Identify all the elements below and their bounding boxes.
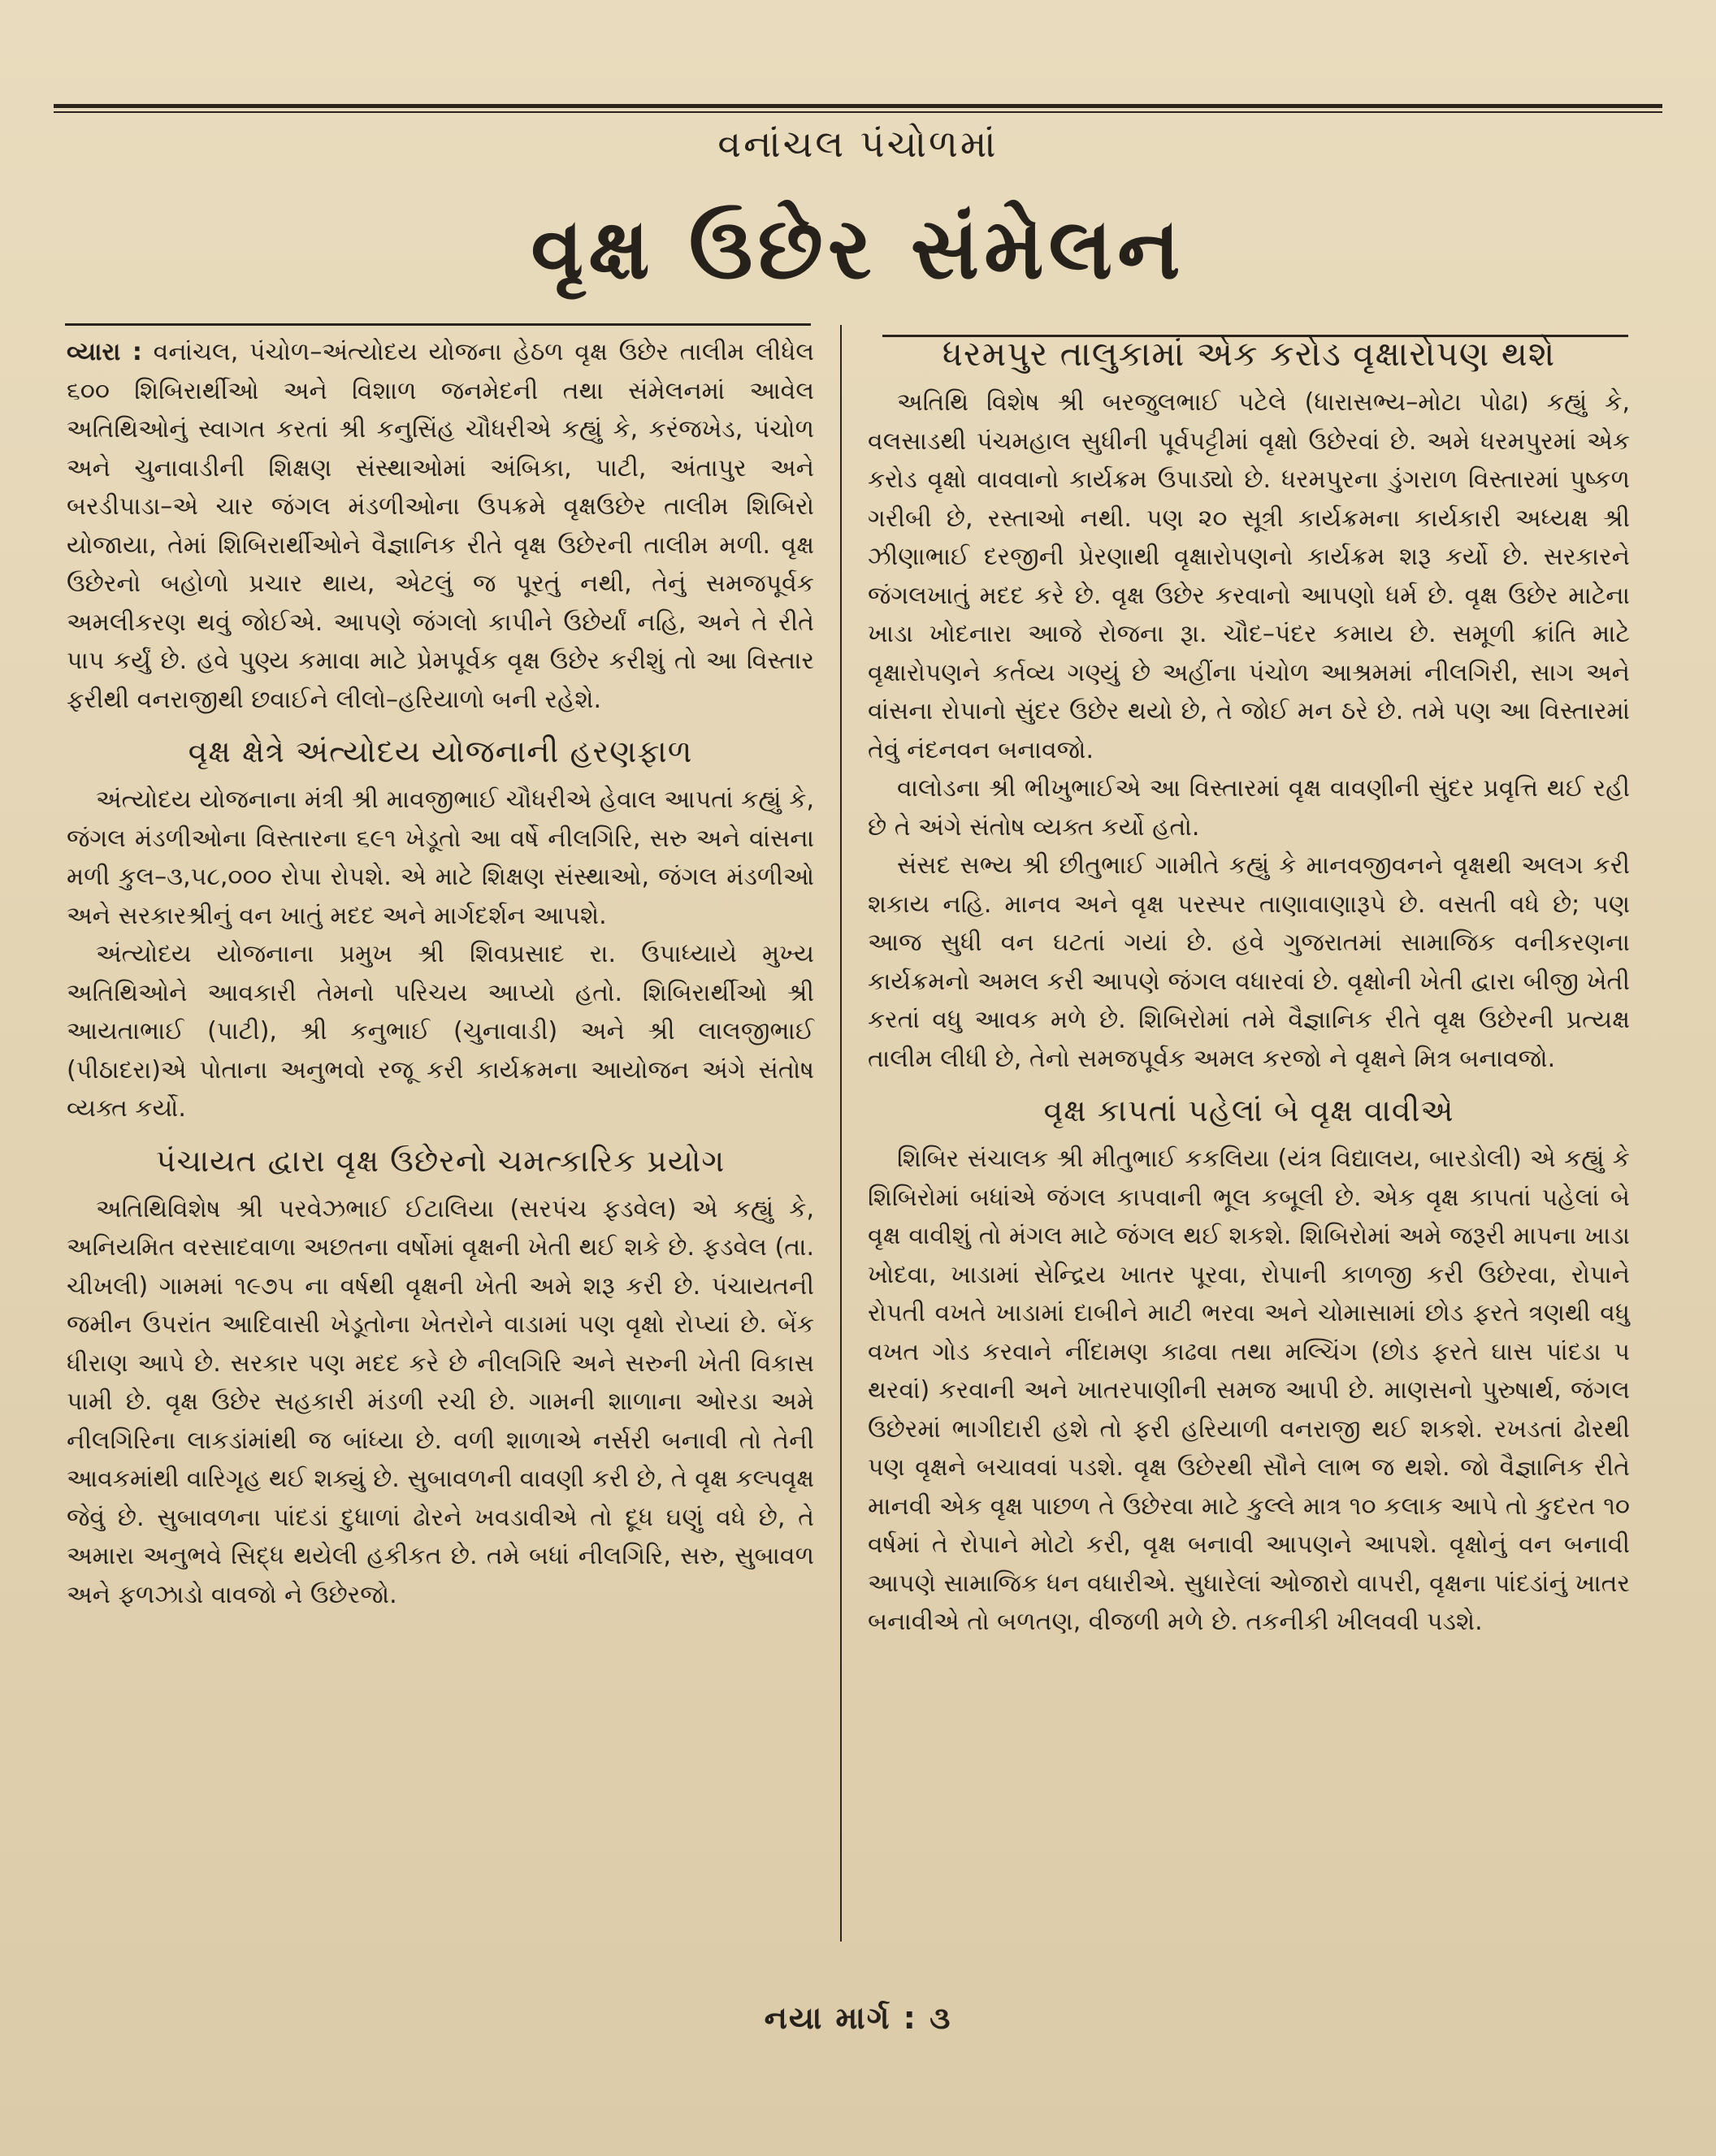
subheading-dharampur: ધરમપુર તાલુકામાં એક કરોડ વૃક્ષારોપણ થશે [942,334,1556,374]
paragraph-fadvel: અતિથિવિશેષ શ્રી પરવેઝભાઈ ઈટાલિયા (સરપંચ ફડવેલ) એ કહ્યું કે, અનિયમિત વરસાદવાળા અછતના વર્ષોમાં વૃક્ષની ખેતી થઈ શકે છે. ફડવેલ (તા. ચીખલી) ગામમાં ૧૯૭૫ ના વર્ષથી વૃક્ષની ખેતી અમે શરૂ કરી છે. પંચાયતની જમીન ઉપરાંત આદિવાસી ખેડૂતોના ખેતરોને વાડામાં પણ વૃક્ષો રોપ્યાં છે. બેંક ધીરાણ આપે છે. સરકાર પણ મદદ કરે છે નીલગિરિ અને સરુની ખેતી વિકાસ પામી છે. વૃક્ષ ઉછેર સહકારી મંડળી રચી છે. ગામની શાળાના ઓરડા અમે નીલગિરિના લાકડાંમાંથી જ બાંધ્યા છે. વળી શાળાએ નર્સરી બનાવી તો તેની આવકમાંથી વારિગૃહ થઈ શક્યું છે. સુબાવળની વાવણી કરી છે, તે વૃક્ષ કલ્પવૃક્ષ જેવું છે. સુબાવળના પાંદડાં દુધાળાં ઢોરને ખવડાવીએ તો દૂધ ઘણું વધે છે, તે અમારા અનુભવે સિદ્ધ થયેલી હકીકત છે. તમે બધાં નીલગિરિ, સરુ, સુબાવળ અને ફળઝાડો વાવજો ને ઉછેરજો. [67,1194,814,1609]
subheading-antyodaya: વૃક્ષ ક્ષેત્રે અંત્યોદય યોજનાની હરણફાળ [188,734,693,769]
paragraph-dharampur: અતિથિ વિશેષ શ્રી બરજુલભાઈ પટેલે (ધારાસભ્ય–મોટા પોઢા) કહ્યું કે, વલસાડથી પંચમહાલ સુધીની પૂર્વપટ્ટીમાં વૃક્ષો ઉછેરવાં છે. અમે ધરમપુરમાં એક કરોડ વૃક્ષો વાવવાનો કાર્યક્રમ ઉપાડ્યો છે. ધરમપુરના ડુંગરાળ વિસ્તારમાં પુષ્કળ ગરીબી છે, રસ્તાઓ નથી. પણ ૨૦ સૂત્રી કાર્યક્રમના કાર્યકારી અધ્યક્ષ શ્રી ઝીણાભાઈ દરજીની પ્રેરણાથી વૃક્ષારોપણનો કાર્યક્રમ શરૂ કર્યો છે. સરકારને જંગલખાતું મદદ કરે છે. વૃક્ષ ઉછેર કરવાનો આપણો ધર્મ છે. વૃક્ષ ઉછેર માટેના ખાડા ખોદનારા આજે રોજના રૂા. ચૌદ–પંદર કમાય છે. સમૂળી ક્રાંતિ માટે વૃક્ષારોપણને કર્તવ્ય ગણ્યું છે અહીંના પંચોળ આશ્રમમાં નીલગિરી, સાગ અને વાંસના રોપાનો સુંદર ઉછેર થયો છે, તે જોઈ મન ઠરે છે. તમે પણ આ વિસ્તારમાં તેવું નંદનવન બનાવજો. [868,388,1630,764]
article-kicker: વનાંચલ પંચોળમાં [717,122,999,166]
page-footer: નયા માર્ગ : ૩ [764,2000,952,2036]
column-divider [840,325,842,1942]
left-column [67,333,814,1614]
subheading-plant-two: વૃક્ષ કાપતાં પહેલાં બે વૃક્ષ વાવીએ [1043,1093,1454,1128]
top-rule-thick [54,104,1662,108]
top-rule-thin [54,111,1662,113]
intro-paragraph [67,333,814,719]
paragraph-camp-director: શિબિર સંચાલક શ્રી મીતુભાઈ કકલિયા (યંત્ર વિદ્યાલય, બારડોલી) એ કહ્યું કે શિબિરોમાં બધાંએ જંગલ કાપવાની ભૂલ કબૂલી છે. એક વૃક્ષ કાપતાં પહેલાં બે વૃક્ષ વાવીશું તો મંગલ માટે જંગલ થઈ શકશે. શિબિરોમાં અમે જરૂરી માપના ખાડા ખોદવા, ખાડામાં સેન્દ્રિય ખાતર પૂરવા, રોપાની કાળજી કરી ઉછેરવા, રોપાને રોપતી વખતે ખાડામાં દાબીને માટી ભરવા અને ચોમાસામાં છોડ ફરતે ત્રણથી વધુ વખત ગોડ કરવાને નીંદામણ કાઢવા તથા મલ્ચિંગ (છોડ ફરતે ઘાસ પાંદડા પ થરવાં) કરવાની અને ખાતરપાણીની સમજ આપી છે. માણસનો પુરુષાર્થ, જંગલ ઉછેરમાં ભાગીદારી હશે તો ફરી હરિયાળી વનરાજી થઈ શકશે. રખડતાં ઢોરથી પણ વૃક્ષને બચાવવાં પડશે. વૃક્ષ ઉછેરથી સૌને લાભ જ થશે. જો વૈજ્ઞાનિક રીતે માનવી એક વૃક્ષ પાછળ તે ઉછેરવા માટે કુલ્લે માત્ર ૧૦ કલાક આપે તો કુદરત ૧૦ વર્ષમાં તે રોપાને મોટો કરી, વૃક્ષ બનાવી આપણને આપશે. વૃક્ષોનું વન બનાવી આપણે સામાજિક ધન વધારીએ. સુધારેલાં ઓજારો વાપરી, વૃક્ષના પાંદડાંનું ખાતર બનાવીએ તો બળતણ, વીજળી મળે છે. તકનીકી ખીલવવી પડશે. [868,1145,1630,1636]
intro-text: વનાંચલ, પંચોળ–અંત્યોદય યોજના હેઠળ વૃક્ષ ઉછેર તાલીમ લીધેલ ૬૦૦ શિબિરાર્થીઓ અને વિશાળ જનમેદની તથા સંમેલનમાં આવેલ અતિથિઓનું સ્વાગત કરતાં શ્રી કનુસિંહ ચૌધરીએ કહ્યું કે, કરંજખેડ, પંચોળ અને ચુનાવાડીની શિક્ષણ સંસ્થાઓમાં અંબિકા, પાટી, અંતાપુર અને બરડીપાડા–એ ચાર જંગલ મંડળીઓના ઉપક્રમે વૃક્ષઉછેર તાલીમ શિબિરો યોજાયા, તેમાં શિબિરાર્થીઓને વૈજ્ઞાનિક રીતે વૃક્ષ ઉછેરની તાલીમ મળી. વૃક્ષ ઉછેરનો બહોળો પ્રચાર થાય, એટલું જ પૂરતું નથી, તેનું સમજપૂર્વક અમલીકરણ થવું જોઈએ. આપણે જંગલો કાપીને ઉછેર્યાં નહિ, અને તે રીતે પાપ કર્યું છે. હવે પુણ્ય કમાવા માટે પ્રેમપૂર્વક વૃક્ષ ઉછેર કરીશું તો આ વિસ્તાર ફરીથી વનરાજીથી છવાઈને લીલો–હરિયાળો બની રહેશે. [67,338,814,714]
paragraph-president-welcome: અંત્યોદય યોજનાના પ્રમુખ શ્રી શિવપ્રસાદ રા. ઉપાધ્યાયે મુખ્ય અતિથિઓને આવકારી તેમનો પરિચય આપ્યો હતો. શિબિરાર્થીઓ શ્રી આયતાભાઈ (પાટી), શ્રી કનુભાઈ (ચુનાવાડી) અને શ્રી લાલજીભાઈ (પીઠાદરા)એ પોતાના અનુભવો રજૂ કરી કાર્યક્રમના આયોજન અંગે સંતોષ વ્યક્ત કર્યો. [67,940,814,1123]
left-column-top-rule [65,323,811,326]
paragraph-valod: વાલોડના શ્રી ભીખુભાઈએ આ વિસ્તારમાં વૃક્ષ વાવણીની સુંદર પ્રવૃત્તિ થઈ રહી છે તે અંગે સંતોષ વ્યક્ત કર્યો હતો. [868,774,1630,842]
paragraph-minister-report: અંત્યોદય યોજનાના મંત્રી શ્રી માવજીભાઈ ચૌધરીએ હેવાલ આપતાં કહ્યું કે, જંગલ મંડળીઓના વિસ્તારના ૬૯૧ ખેડૂતો આ વર્ષે નીલગિરિ, સરુ અને વાંસના મળી કુલ–૩,૫૮,૦૦૦ રોપા રોપશે. એ માટે શિક્ષણ સંસ્થાઓ, જંગલ મંડળીઓ અને સરકારશ્રીનું વન ખાતું મદદ અને માર્ગદર્શન આપશે. [67,786,814,930]
paragraph-mp-speech: સંસદ સભ્ય શ્રી છીતુભાઈ ગામીતે કહ્યું કે માનવજીવનને વૃક્ષથી અલગ કરી શકાય નહિ. માનવ અને વૃક્ષ પરસ્પર તાણાવાણારૂપે છે. વસતી વધે છે; પણ આજ સુધી વન ઘટતાં ગયાં છે. હવે ગુજરાતમાં સામાજિક વનીકરણના કાર્યક્રમનો અમલ કરી આપણે જંગલ વધારવાં છે. વૃક્ષોની ખેતી દ્વારા બીજી ખેતી કરતાં વધુ આવક મળે છે. શિબિરોમાં તમે વૈજ્ઞાનિક રીતે વૃક્ષ ઉછેરની પ્રત્યક્ષ તાલીમ લીધી છે, તેનો સમજપૂર્વક અમલ કરજો ને વૃક્ષને મિત્ર બનાવજો. [868,851,1631,1073]
article-title: વૃક્ષ ઉછેર સંમેલન [531,199,1185,298]
subheading-panchayat: પંચાયત દ્વારા વૃક્ષ ઉછેરનો ચમત્કારિક પ્રયોગ [155,1142,726,1179]
right-column [868,333,1630,1642]
dateline: વ્યારા : [67,338,142,366]
